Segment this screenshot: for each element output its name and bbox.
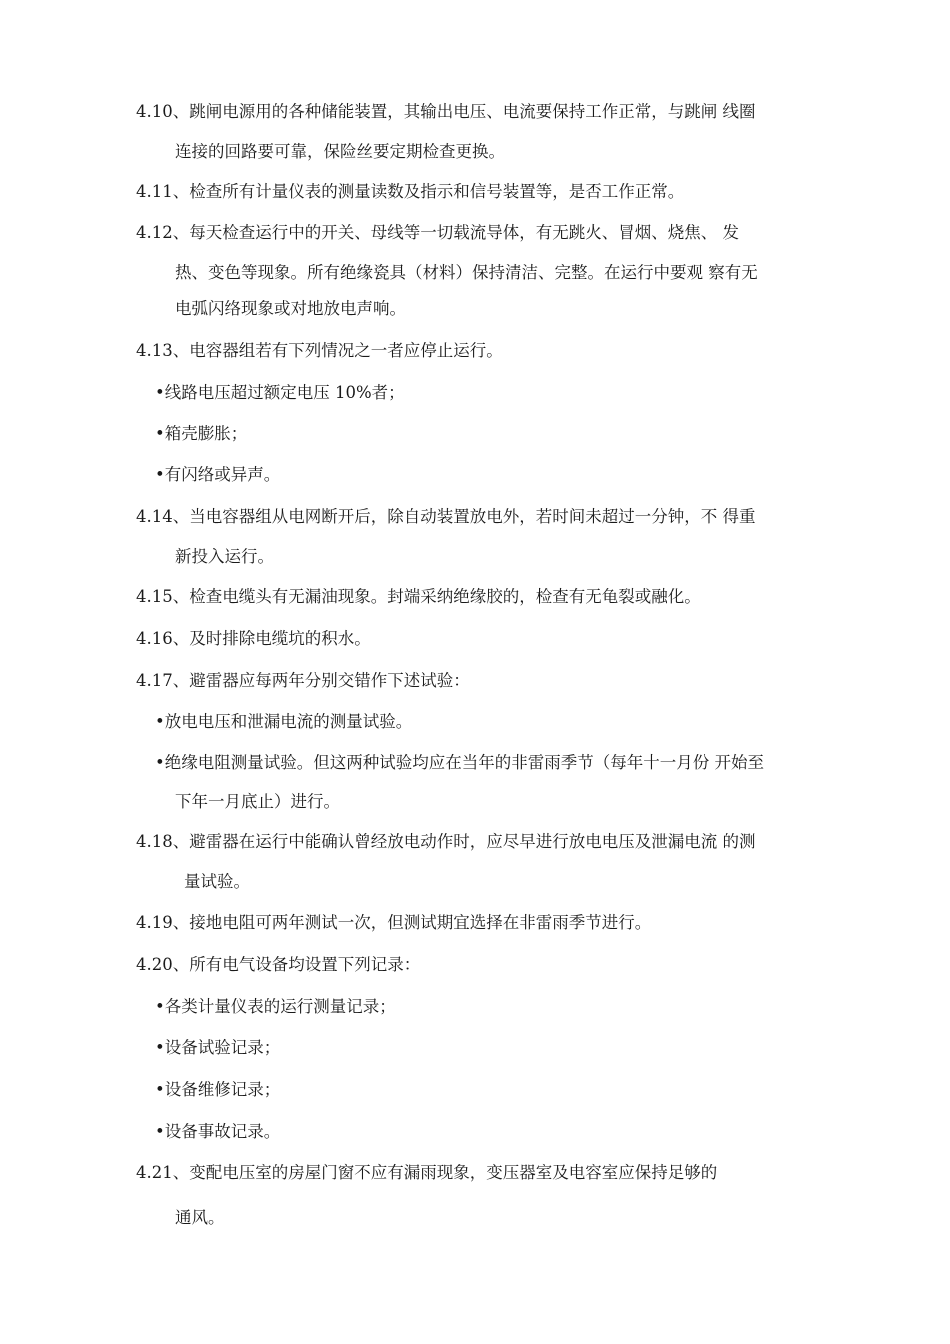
clause-text: 、避雷器在运行中能确认曾经放电动作时，应尽早进行放电电压及泄漏电流 的测 bbox=[172, 832, 756, 851]
clause-text: 、检查所有计量仪表的测量读数及指示和信号装置等，是否工作正常。 bbox=[172, 182, 685, 201]
bullet-item: •有闪络或异声。 bbox=[155, 465, 281, 484]
clause-4-19 bbox=[136, 911, 651, 935]
clause-4-16 bbox=[136, 627, 371, 651]
bullet-continuation: 下年一月底止）进行。 bbox=[175, 792, 340, 811]
clause-continuation: 热、变色等现象。所有绝缘瓷具（材料）保持清洁、完整。在运行中要观 察有无 bbox=[175, 263, 758, 282]
bullet-item: •线路电压超过额定电压 10%者； bbox=[155, 383, 405, 402]
clause-text: 、及时排除电缆坑的积水。 bbox=[172, 629, 371, 648]
clause-text: 、变配电压室的房屋门窗不应有漏雨现象，变压器室及电容室应保持足够的 bbox=[172, 1163, 718, 1182]
clause-4-18 bbox=[136, 830, 756, 854]
clause-text: 、每天检查运行中的开关、母线等一切载流导体，有无跳火、冒烟、烧焦、 发 bbox=[172, 223, 739, 242]
clause-4-10 bbox=[136, 100, 756, 124]
clause-number: 4.21 bbox=[136, 1163, 173, 1182]
clause-continuation: 连接的回路要可靠，保险丝要定期检查更换。 bbox=[175, 142, 505, 161]
clause-number: 4.12 bbox=[136, 223, 173, 242]
clause-number: 4.13 bbox=[136, 341, 173, 360]
clause-4-14 bbox=[136, 505, 756, 529]
clause-continuation: 通风。 bbox=[175, 1208, 225, 1227]
clause-4-15 bbox=[136, 585, 701, 609]
clause-4-11 bbox=[136, 180, 684, 204]
clause-continuation: 电弧闪络现象或对地放电声响。 bbox=[175, 299, 406, 318]
clause-continuation: 新投入运行。 bbox=[175, 547, 274, 566]
clause-text: 、避雷器应每两年分别交错作下述试验： bbox=[172, 671, 470, 690]
clause-text: 、检查电缆头有无漏油现象。封端采纳绝缘胶的，检查有无龟裂或融化。 bbox=[172, 587, 701, 606]
clause-number: 4.16 bbox=[136, 629, 173, 648]
clause-number: 4.15 bbox=[136, 587, 173, 606]
clause-4-13 bbox=[136, 339, 503, 363]
bullet-item: •设备试验记录； bbox=[155, 1038, 281, 1057]
clause-4-12 bbox=[136, 221, 739, 245]
clause-number: 4.10 bbox=[136, 102, 173, 121]
clause-number: 4.11 bbox=[136, 182, 173, 201]
clause-number: 4.14 bbox=[136, 507, 173, 526]
bullet-item: •箱壳膨胀； bbox=[155, 424, 248, 443]
clause-number: 4.18 bbox=[136, 832, 173, 851]
clause-number: 4.20 bbox=[136, 955, 173, 974]
clause-number: 4.17 bbox=[136, 671, 173, 690]
clause-text: 、当电容器组从电网断开后，除自动装置放电外，若时间未超过一分钟，不 得重 bbox=[172, 507, 756, 526]
clause-text: 、电容器组若有下列情况之一者应停止运行。 bbox=[172, 341, 503, 360]
bullet-item: •各类计量仪表的运行测量记录； bbox=[155, 997, 396, 1016]
clause-text: 、接地电阻可两年测试一次，但测试期宜选择在非雷雨季节进行。 bbox=[172, 913, 652, 932]
clause-4-17 bbox=[136, 669, 470, 693]
bullet-item: •放电电压和泄漏电流的测量试验。 bbox=[155, 712, 413, 731]
bullet-item: •绝缘电阻测量试验。但这两种试验均应在当年的非雷雨季节（每年十一月份 开始至 bbox=[155, 753, 764, 772]
clause-text: 、跳闸电源用的各种储能装置，其输出电压、电流要保持工作正常，与跳闸 线圈 bbox=[172, 102, 756, 121]
clause-number: 4.19 bbox=[136, 913, 173, 932]
clause-continuation: 量试验。 bbox=[184, 872, 250, 891]
clause-4-21 bbox=[136, 1161, 717, 1185]
bullet-item: •设备维修记录； bbox=[155, 1080, 281, 1099]
clause-text: 、所有电气设备均设置下列记录： bbox=[172, 955, 421, 974]
clause-4-20 bbox=[136, 953, 420, 977]
bullet-item: •设备事故记录。 bbox=[155, 1122, 281, 1141]
